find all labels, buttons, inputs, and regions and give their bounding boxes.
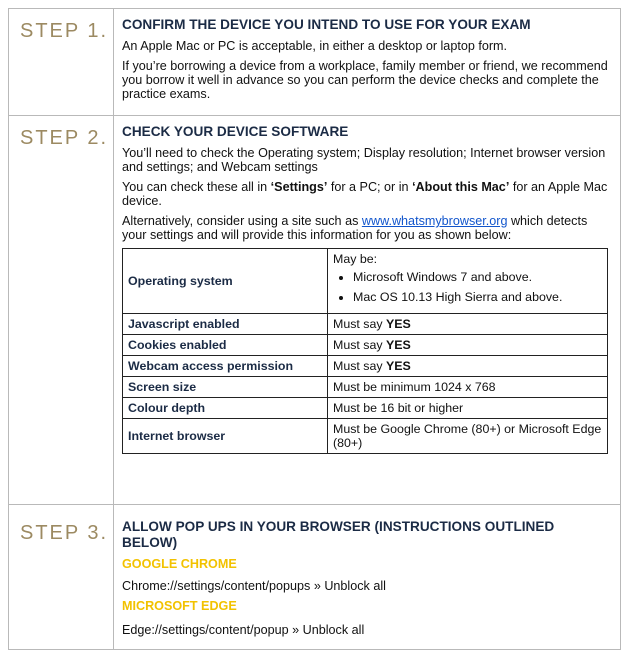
microsoft-edge-subheading: MICROSOFT EDGE: [122, 599, 237, 613]
requirement-value: Must say YES: [328, 335, 608, 356]
step-2-paragraph-2: You can check these all in ‘Settings’ for a PC; or in ‘About this Mac’ for an Apple Mac device.: [122, 180, 608, 208]
step-3-heading: ALLOW POP UPS IN YOUR BROWSER (INSTRUCTIONS OUTLINED BELOW): [122, 519, 555, 550]
requirement-label: Screen size: [123, 377, 328, 398]
requirement-value: Must say YES: [328, 356, 608, 377]
edge-popup-path: Edge://settings/content/popup » Unblock all: [122, 623, 365, 637]
table-row: [123, 314, 608, 335]
list-item: • Mac OS 10.13 High Sierra and above.: [353, 290, 602, 304]
os-list: [333, 270, 602, 304]
step-2-label: STEP 2.: [20, 127, 109, 149]
step-1-paragraph-1: An Apple Mac or PC is acceptable, in either a desktop or laptop form.: [122, 39, 508, 53]
table-row: [123, 398, 608, 419]
step-1-heading: CONFIRM THE DEVICE YOU INTEND TO USE FOR YOUR EXAM: [122, 17, 531, 32]
table-row: [123, 249, 608, 314]
steps-table: [8, 8, 621, 650]
step-1-label: STEP 1.: [20, 20, 109, 42]
exam-device-checklist: [8, 8, 621, 650]
requirement-value: Must say YES: [328, 314, 608, 335]
step-1-paragraph-2: If you’re borrowing a device from a workplace, family member or friend, we recommend you borrow it well in advance so you can perform the device checks and complete the practice exams.: [122, 59, 608, 101]
requirement-value: Must be Google Chrome (80+) or Microsoft Edge (80+): [328, 419, 608, 454]
requirement-label: Webcam access permission: [123, 356, 328, 377]
table-row: [123, 377, 608, 398]
chrome-popup-path: Chrome://settings/content/popups » Unblock all: [122, 579, 386, 593]
settings-term: ‘Settings’: [270, 180, 328, 194]
whatsmybrowser-link[interactable]: www.whatsmybrowser.org: [361, 214, 508, 228]
google-chrome-subheading: GOOGLE CHROME: [122, 557, 237, 571]
step-3-row: [9, 505, 621, 650]
step-2-paragraph-1: You’ll need to check the Operating system; Display resolution; Internet browser version and settings; and Webcam settings: [122, 146, 606, 174]
step-2-heading: CHECK YOUR DEVICE SOFTWARE: [122, 124, 349, 139]
requirement-label: Cookies enabled: [123, 335, 328, 356]
step-2-paragraph-3: Alternatively, consider using a site such as www.whatsmybrowser.org which detects your settings and will provide this information for you as shown below:: [122, 214, 588, 242]
requirement-value: May be: • Microsoft Windows 7 and above. • Mac OS 10.13 High Sierra and above.: [328, 249, 608, 314]
device-requirements-table: [122, 248, 608, 454]
requirement-label: Colour depth: [123, 398, 328, 419]
list-item: • Microsoft Windows 7 and above.: [353, 270, 602, 284]
requirement-label: Operating system: [123, 249, 328, 314]
requirement-value: Must be minimum 1024 x 768: [328, 377, 608, 398]
step-1-row: [9, 9, 621, 116]
about-this-mac-term: ‘About this Mac’: [412, 180, 510, 194]
step-2-row: [9, 116, 621, 505]
step-3-label: STEP 3.: [20, 522, 109, 544]
requirement-label: Javascript enabled: [123, 314, 328, 335]
table-row: [123, 356, 608, 377]
table-row: [123, 419, 608, 454]
requirement-label: Internet browser: [123, 419, 328, 454]
requirement-value: Must be 16 bit or higher: [328, 398, 608, 419]
table-row: [123, 335, 608, 356]
